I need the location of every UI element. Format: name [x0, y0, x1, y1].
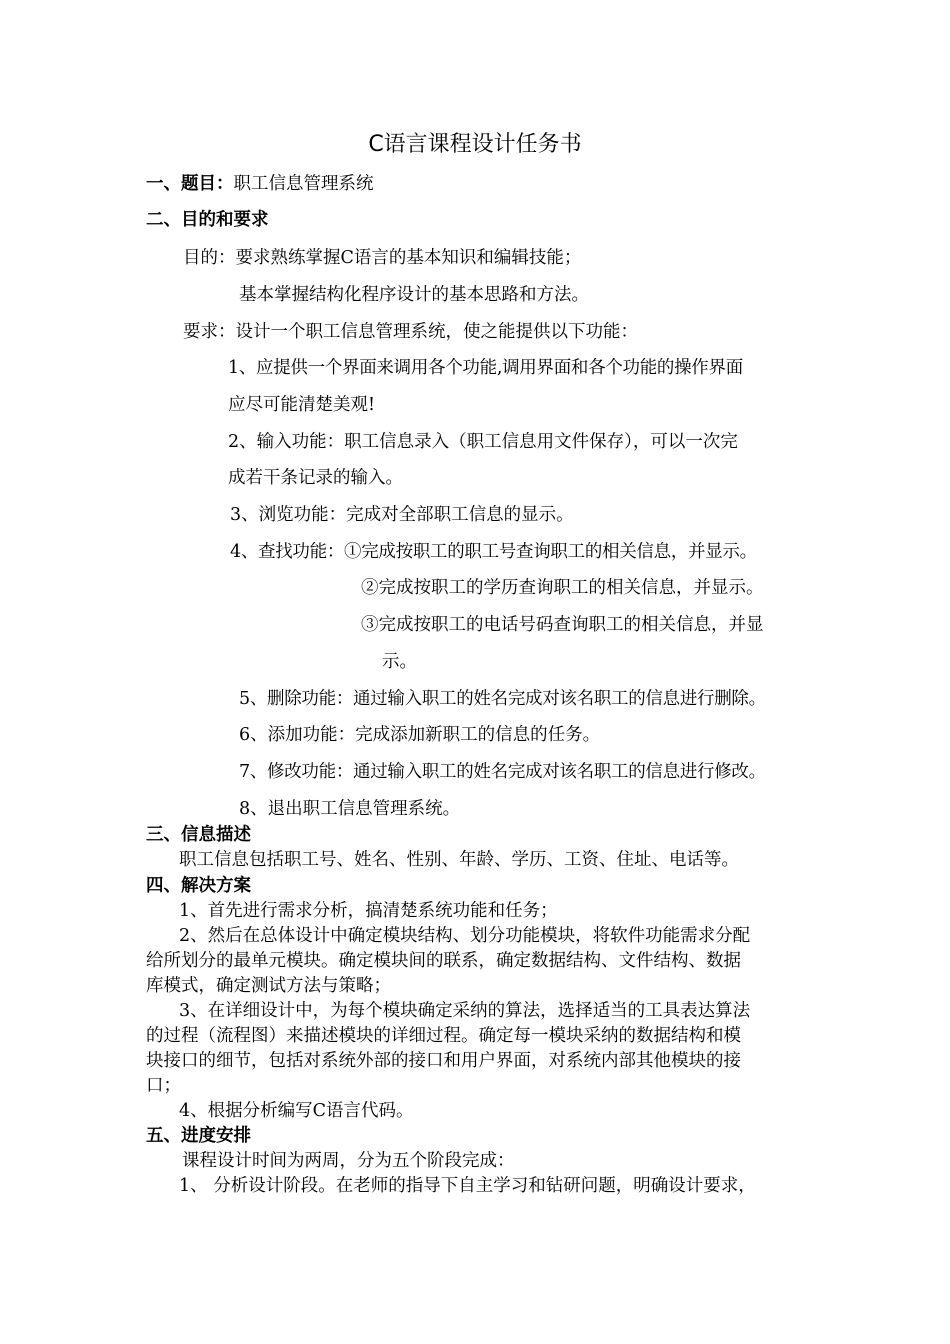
- solution-line: 的过程（流程图）来描述模块的详细过程。确定每一模块采纳的数据结构和模: [146, 1026, 741, 1046]
- requirement-item: 4、查找功能：①完成按职工的职工号查询职工的相关信息，并显示。: [230, 542, 757, 562]
- solution-line: 3、在详细设计中，为每个模块确定采纳的算法，选择适当的工具表达算法: [179, 1001, 751, 1021]
- solution-line: 1、首先进行需求分析，搞清楚系统功能和任务；: [179, 901, 558, 921]
- requirement-item: 1、应提供一个界面来调用各个功能,调用界面和各个功能的操作界面: [228, 358, 743, 378]
- requirement-item: ③完成按职工的电话号码查询职工的相关信息，并显: [361, 615, 764, 635]
- requirement-intro: 要求：设计一个职工信息管理系统，使之能提供以下功能：: [183, 322, 638, 342]
- solution-line: 2、然后在总体设计中确定模块结构、划分功能模块，将软件功能需求分配: [179, 926, 751, 946]
- requirement-item: 6、添加功能：完成添加新职工的信息的任务。: [239, 725, 601, 745]
- purpose-line: 目的：要求熟练掌握C语言的基本知识和编辑技能；: [183, 248, 582, 268]
- section-4-heading: 四、解决方案: [146, 876, 251, 896]
- solution-line: 口；: [146, 1076, 181, 1096]
- section-3-heading: 三、信息描述: [146, 825, 251, 845]
- solution-line: 库模式，确定测试方法与策略；: [146, 976, 391, 996]
- requirement-item: 成若干条记录的输入。: [228, 468, 403, 488]
- requirement-item: 应尽可能清楚美观!: [228, 395, 376, 415]
- section-5-heading: 五、进度安排: [146, 1126, 251, 1146]
- solution-line: 给所划分的最单元模块。确定模块间的联系，确定数据结构、文件结构、数据: [146, 951, 741, 971]
- requirement-item: ②完成按职工的学历查询职工的相关信息，并显示。: [361, 578, 764, 598]
- requirement-item: 3、浏览功能：完成对全部职工信息的显示。: [230, 505, 574, 525]
- solution-line: 4、根据分析编写C语言代码。: [179, 1101, 414, 1121]
- requirement-item: 2、输入功能：职工信息录入（职工信息用文件保存），可以一次完: [228, 432, 738, 452]
- section-1-heading: 一、题目：: [146, 174, 234, 194]
- section-3-text: 职工信息包括职工号、姓名、性别、年龄、学历、工资、住址、电话等。: [179, 850, 739, 870]
- schedule-line: 1、 分析设计阶段。在老师的指导下自主学习和钻研问题，明确设计要求，: [179, 1176, 756, 1196]
- requirement-item: 7、修改功能：通过输入职工的姓名完成对该名职工的信息进行修改。: [239, 762, 766, 782]
- purpose-line: 基本掌握结构化程序设计的基本思路和方法。: [239, 285, 589, 305]
- schedule-line: 课程设计时间为两周，分为五个阶段完成：: [182, 1151, 515, 1171]
- solution-line: 块接口的细节，包括对系统外部的接口和用户界面，对系统内部其他模块的接: [146, 1051, 741, 1071]
- section-2-heading: 二、目的和要求: [146, 210, 269, 230]
- section-1-text: 职工信息管理系统: [233, 174, 374, 194]
- requirement-item: 5、删除功能：通过输入职工的姓名完成对该名职工的信息进行删除。: [239, 689, 766, 709]
- requirement-item: 8、退出职工信息管理系统。: [239, 799, 461, 819]
- requirement-item: 示。: [382, 652, 417, 672]
- section-1: [146, 172, 374, 196]
- document-title: C语言课程设计任务书: [368, 132, 582, 157]
